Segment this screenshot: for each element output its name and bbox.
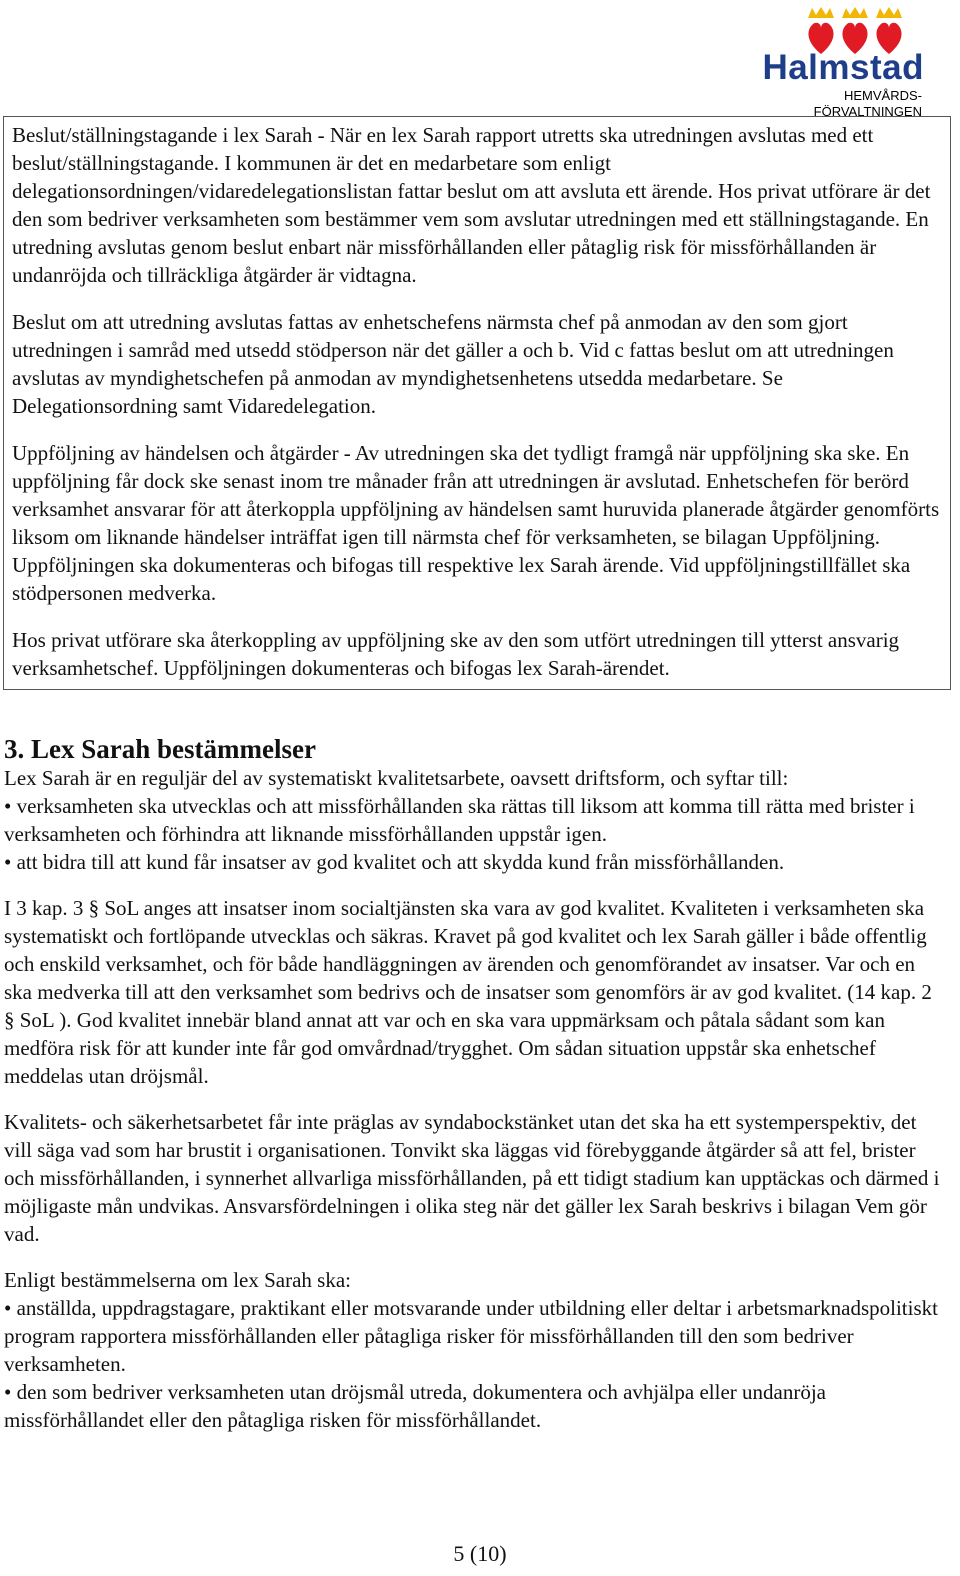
section-p4-bullet-2: • den som bedriver verksamheten utan dröjsmål utreda, dokumentera och avhjälpa eller undanröja missförhållandet eller den påtagliga risken för missförhållandet.: [4, 1380, 826, 1432]
section-paragraph-4: [4, 1266, 944, 1434]
page-number: 5 (10): [453, 1541, 507, 1566]
section-paragraph-2: I 3 kap. 3 § SoL anges att insatser inom socialtjänsten ska vara av god kvalitet. Kvaliteten i verksamheten ska systematiskt och fortlöpande utvecklas och säkras. Kravet på god kvalitet och lex Sarah gäller i både offentlig och enskild verksamhet, och för både handläggningen av ärenden och genomförandet av insatser. Var och en ska medverka till att den verksamhet som bedrivs och de insatser som genomförs är av god kvalitet. (14 kap. 2 § SoL ). God kvalitet innebär bland annat att var och en ska vara uppmärksam och påtala sådant som kan medföra risk för att kunder inte får god omvårdnad/trygghet. Om sådan situation uppstår ska enhetschef meddelas utan dröjsmål.: [4, 896, 932, 1088]
section-body: [4, 764, 944, 1434]
box-paragraph-1: Beslut/ställningstagande i lex Sarah - När en lex Sarah rapport utretts ska utredningen avslutas med ett beslut/ställningstagande. I kommunen är det en medarbetare som enligt delegationsordningen/vidaredelegationslistan fattar beslut om att avsluta ett ärende. Hos privat utförare är det den som bedriver verksamheten som bestämmer vem som avslutar utredningen med ett ställningstagande. En utredning avslutas genom beslut enbart när missförhållanden eller påtaglig risk för missförhållanden är undanröjda och tillräckliga åtgärder är vidtagna.: [12, 123, 931, 287]
box-paragraph-4: Hos privat utförare ska återkoppling av uppföljning ske av den som utfört utredningen till ytterst ansvarig verksamhetschef. Uppföljningen dokumenteras och bifogas lex Sarah-ärendet.: [12, 628, 900, 680]
section-intro: Lex Sarah är en reguljär del av systematiskt kvalitetsarbete, oavsett driftsform, och syftar till:: [4, 766, 789, 790]
box-paragraph-3: Uppföljning av händelsen och åtgärder - Av utredningen ska det tydligt framgå när uppföljning ska ske. En uppföljning får dock ske senast inom tre månader från att utredningen är avslutad. Enhetschefen för berörd verksamhet ansvarar för att återkoppla uppföljning av händelsen samt huruvida planerade åtgärder genomförts liksom om liknande händelser inträffat igen till närmsta chef för verksamheten, se bilagan Uppföljning. Uppföljningen ska dokumenteras och bifogas till respektive lex Sarah ärende. Vid uppföljningstillfället ska stödpersonen medverka.: [12, 441, 940, 605]
section-heading: 3. Lex Sarah bestämmelser: [4, 734, 316, 764]
box-paragraph-2: Beslut om att utredning avslutas fattas av enhetschefens närmsta chef på anmodan av den som gjort utredningen i samråd med utsedd stödperson när det gäller a och b. Vid c fattas beslut om att utredningen avslutas av myndighetschefen på anmodan av myndighetsenhetens utsedda medarbetare. Se Delegationsordning samt Vidaredelegation.: [12, 310, 894, 418]
section-bullet-1: • verksamheten ska utvecklas och att missförhållanden ska rättas till liksom att komma till rätta med brister i verksamheten och förhindra att liknande missförhållanden uppstår igen.: [4, 794, 915, 846]
halmstad-logo: [744, 4, 934, 119]
logo-name: Halmstad: [762, 48, 924, 87]
section-bullet-2: • att bidra till att kund får insatser av god kvalitet och att skydda kund från missförhållanden.: [4, 850, 785, 874]
section-paragraph-3: Kvalitets- och säkerhetsarbetet får inte präglas av syndabockstänket utan det ska ha ett systemperspektiv, det vill säga vad som har brustit i organisationen. Tonvikt ska läggas vid förebyggande åtgärder så att fel, brister och missförhållanden, i synnerhet allvarliga missförhållanden, på ett tidigt stadium kan upptäckas och därmed i möjligaste mån undvikas. Ansvarsfördelningen i olika steg när det gäller lex Sarah beskrivs i bilagan Vem gör vad.: [4, 1110, 940, 1246]
section-p4-intro: Enligt bestämmelserna om lex Sarah ska:: [4, 1268, 351, 1292]
section-paragraph-1: [4, 764, 944, 876]
bordered-text-box: [3, 116, 951, 690]
logo-subtitle-line2: FÖRVALTNINGEN: [813, 104, 922, 119]
section-p4-bullet-1: • anställda, uppdragstagare, praktikant eller motsvarande under utbildning eller deltar i arbetsmarknadspolitiskt program rapportera missförhållanden eller påtagliga risker för missförhållanden till den som bedriver verksamheten.: [4, 1296, 938, 1376]
logo-subtitle-line1: HEMVÅRDS-: [843, 88, 922, 103]
